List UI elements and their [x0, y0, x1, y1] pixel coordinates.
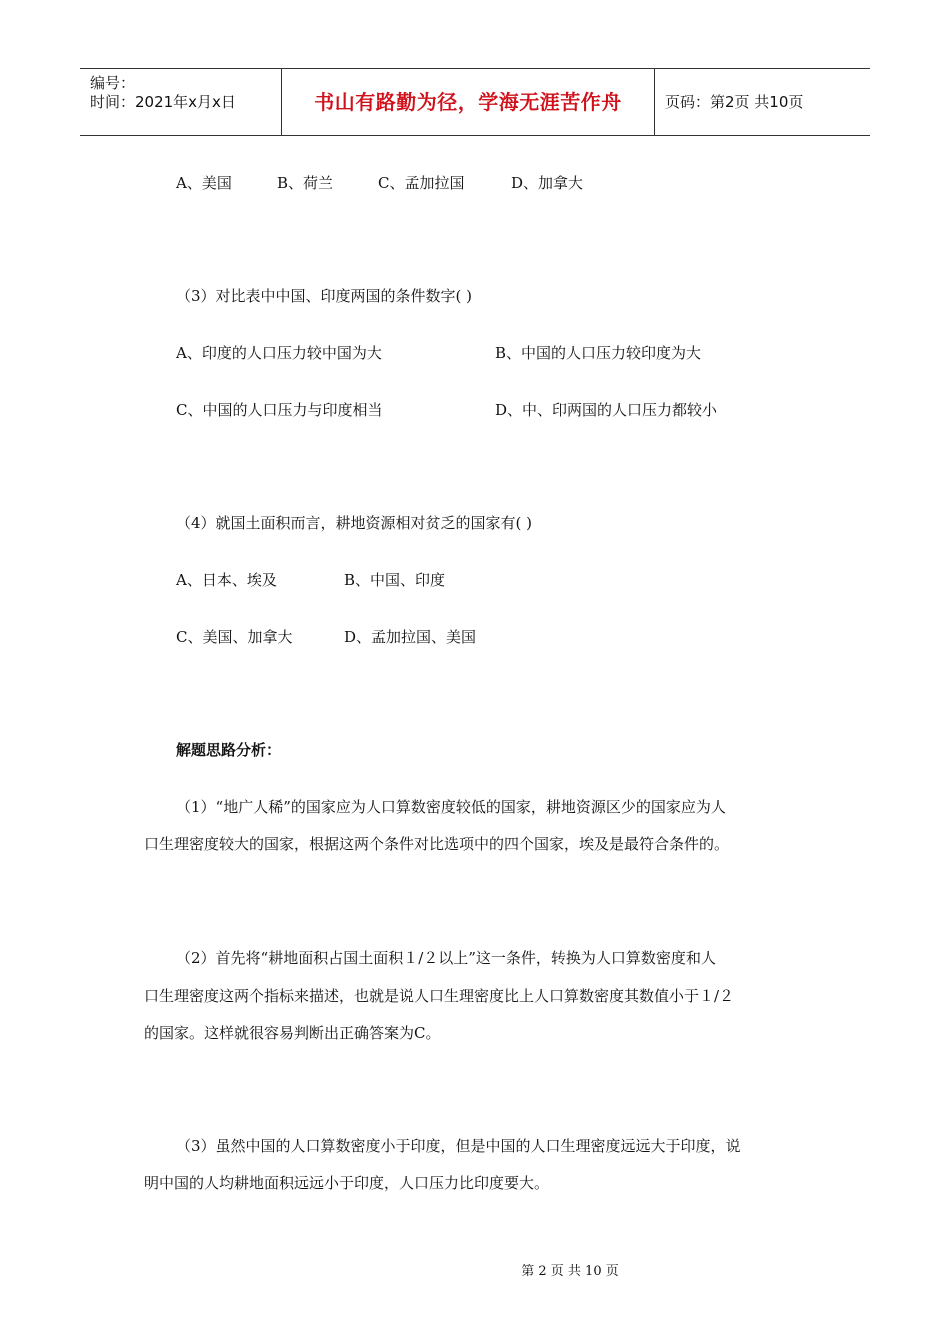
q2-option-d: D、加拿大	[511, 174, 584, 192]
analysis-p1-line2: 口生理密度较大的国家，根据这两个条件对比选项中的四个国家，埃及是最符合条件的。	[144, 835, 730, 853]
q3-option-c: C、中国的人口压力与印度相当	[176, 401, 383, 419]
header-meta	[80, 69, 282, 135]
analysis-p2-line3: 的国家。这样就很容易判断出正确答案为C。	[144, 1024, 441, 1042]
q3-stem: （3）对比表中中国、印度两国的条件数字( )	[176, 287, 473, 305]
page-header	[80, 68, 870, 136]
q4-stem: （4）就国土面积而言，耕地资源相对贫乏的国家有( )	[176, 514, 533, 532]
document-date: 时间：2021年x月x日	[90, 93, 236, 111]
q2-option-b: B、荷兰	[277, 174, 334, 192]
q3-option-b: B、中国的人口压力较印度为大	[495, 344, 702, 362]
q2-option-a: A、美国	[176, 174, 232, 192]
q3-option-a: A、印度的人口压力较中国为大	[176, 344, 382, 362]
q4-option-d: D、孟加拉国、美国	[344, 628, 477, 646]
q2-option-c: C、孟加拉国	[378, 174, 465, 192]
analysis-p3-line1: （3）虽然中国的人口算数密度小于印度，但是中国的人口生理密度远远大于印度，说	[176, 1137, 741, 1155]
q4-option-b: B、中国、印度	[344, 571, 446, 589]
analysis-p3-line2: 明中国的人均耕地面积远远小于印度，人口压力比印度要大。	[144, 1174, 550, 1192]
page-footer: 第 2 页 共 10 页	[521, 1264, 619, 1279]
header-motto: 书山有路勤为径，学海无涯苦作舟	[282, 69, 655, 135]
analysis-p2-line1: （2）首先将“耕地面积占国土面积１/２以上”这一条件，转换为人口算数密度和人	[176, 949, 716, 967]
q4-option-a: A、日本、埃及	[176, 571, 277, 589]
analysis-p2-line2: 口生理密度这两个指标来描述，也就是说人口生理密度比上人口算数密度其数值小于１/２	[144, 987, 735, 1005]
document-number-label: 编号：	[90, 74, 136, 92]
q4-option-c: C、美国、加拿大	[176, 628, 293, 646]
q3-option-d: D、中、印两国的人口压力都较小	[495, 401, 718, 419]
header-page-number: 页码：第2页 共10页	[665, 93, 804, 111]
analysis-title: 解题思路分析：	[176, 741, 282, 759]
analysis-p1-line1: （1）“地广人稀”的国家应为人口算数密度较低的国家，耕地资源区少的国家应为人	[176, 798, 726, 816]
